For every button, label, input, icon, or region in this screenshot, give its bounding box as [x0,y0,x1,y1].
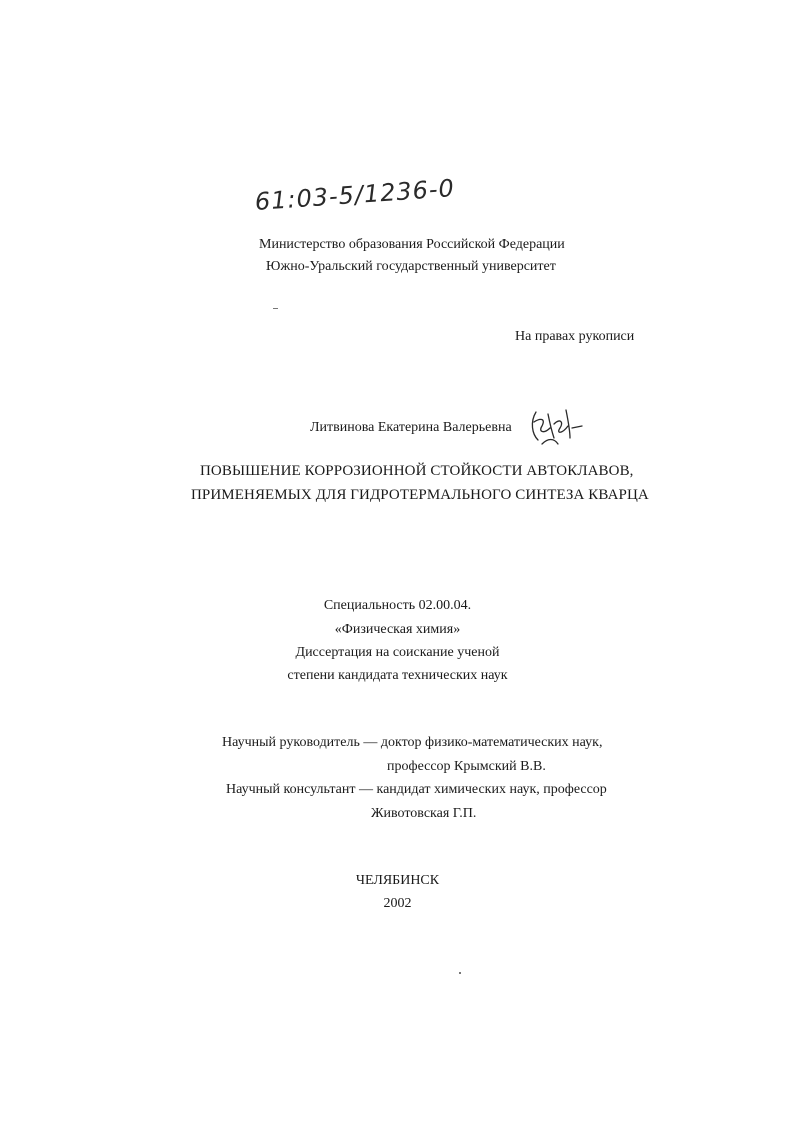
specialty-code: Специальность 02.00.04. [323,598,472,613]
city: ЧЕЛЯБИНСК [355,873,440,888]
manuscript-rights: На правах рукописи [515,329,635,344]
handwritten-archive-number: 61:03-5/1236-0 [254,174,456,216]
scientific-advisor-name: профессор Крымский В.В. [387,759,546,774]
scan-speck [459,972,461,974]
signature-image [524,404,594,454]
scientific-advisor: Научный руководитель — доктор физико-математических наук, [222,735,603,750]
ministry-name: Министерство образования Российской Федерации [259,237,565,252]
university-name: Южно-Уральский государственный университет [266,259,556,274]
dissertation-title-line-1: ПОВЫШЕНИЕ КОРРОЗИОННОЙ СТОЙКОСТИ АВТОКЛАВОВ, [200,463,634,479]
author-name: Литвинова Екатерина Валерьевна [310,420,512,435]
scan-speck [273,308,278,309]
dissertation-purpose: Диссертация на соискание ученой [295,645,500,660]
dissertation-title-line-2: ПРИМЕНЯЕМЫХ ДЛЯ ГИДРОТЕРМАЛЬНОГО СИНТЕЗА КВАРЦА [191,487,649,503]
scientific-consultant: Научный консультант — кандидат химических наук, профессор [226,782,607,797]
degree: степени кандидата технических наук [287,668,508,683]
year: 2002 [383,896,412,911]
scientific-consultant-name: Животовская Г.П. [371,806,477,821]
specialty-name: «Физическая химия» [334,622,461,637]
